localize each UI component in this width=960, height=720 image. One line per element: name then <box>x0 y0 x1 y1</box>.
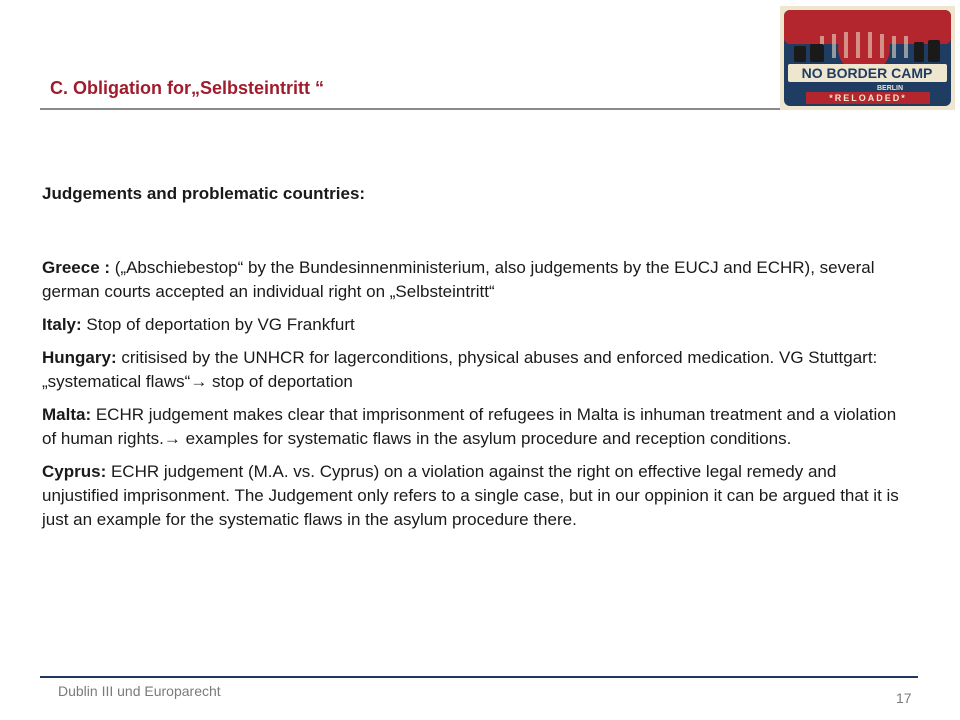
text-greece: („Abschiebestop“ by the Bundesinnenministerium, also judgements by the EUCJ and ECHR), several german courts accepted an individual right on „Selbsteintritt“ <box>42 258 875 301</box>
text-hungary: critisised by the UNHCR for lagerconditions, physical abuses and enforced medication. VG Stuttgart: „systematical flaws“ <box>42 348 878 391</box>
label-cyprus: Cyprus: <box>42 462 107 481</box>
paragraph-greece <box>42 256 912 304</box>
text-malta-after: examples for systematic flaws in the asylum procedure and reception conditions. <box>180 429 792 448</box>
label-malta: Malta: <box>42 405 92 424</box>
paragraph-italy <box>42 313 912 337</box>
paragraph-cyprus <box>42 460 912 532</box>
no-border-camp-logo <box>780 6 955 110</box>
label-greece: Greece : <box>42 258 111 277</box>
paragraph-hungary <box>42 346 912 394</box>
label-hungary: Hungary: <box>42 348 117 367</box>
slide-title: C. Obligation for„Selbsteintritt “ <box>50 78 324 98</box>
arrow-right-icon: → <box>163 429 181 448</box>
svg-text:BERLIN: BERLIN <box>876 85 904 92</box>
footer-divider <box>40 676 918 678</box>
svg-text:*RELOADED*: *RELOADED* <box>829 93 907 103</box>
svg-text:NO BORDER CAMP: NO BORDER CAMP <box>801 65 933 81</box>
section-heading: Judgements and problematic countries: <box>42 184 366 203</box>
slide-body <box>42 182 912 532</box>
text-hungary-after: stop of deportation <box>207 372 353 391</box>
footer-title: Dublin III und Europarecht <box>58 683 221 699</box>
text-cyprus: ECHR judgement (M.A. vs. Cyprus) on a violation against the right on effective legal remedy and unjustified imprisonment. The Judgement only refers to a single case, but in our oppinion it can be argued that it is just an example for the systematic flaws in the asylum procedure there. <box>42 462 899 529</box>
arrow-right-icon: → <box>190 372 208 391</box>
text-italy: Stop of deportation by VG Frankfurt <box>81 315 355 334</box>
label-italy: Italy: <box>42 315 82 334</box>
page-number: 17 <box>896 690 912 706</box>
paragraph-malta <box>42 403 912 451</box>
text-malta: ECHR judgement makes clear that imprisonment of refugees in Malta is inhuman treatment and a violation of human rights. <box>42 405 897 448</box>
